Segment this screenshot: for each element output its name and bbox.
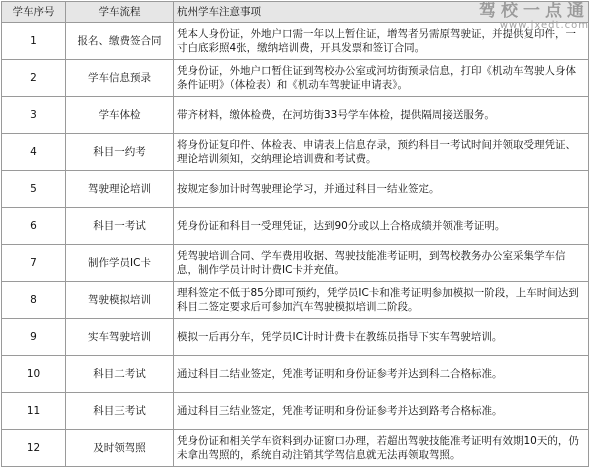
driving-process-table [1, 1, 589, 467]
step-note: 凭驾驶培训合同、学车费用收据、驾驶技能准考证明，到驾校教务办公室采集学车信息，制作学员计时计费IC卡并充值。 [174, 245, 589, 282]
step-note: 凭身份证和科目一受理凭证，达到90分或以上合格成绩并领准考证明。 [174, 208, 589, 245]
step-number: 10 [2, 356, 66, 393]
step-name: 及时领驾照 [66, 430, 174, 467]
step-name: 科目二考试 [66, 356, 174, 393]
table-row [2, 393, 589, 430]
step-note: 凭身份证，外地户口暂住证到驾校办公室或河坊街预录信息，打印《机动车驾驶人身体条件证明》（体检表）和《机动车驾驶证申请表》。 [174, 60, 589, 97]
step-number: 11 [2, 393, 66, 430]
step-number: 2 [2, 60, 66, 97]
step-name: 实车驾驶培训 [66, 319, 174, 356]
table-row [2, 60, 589, 97]
table-row [2, 23, 589, 60]
step-number: 4 [2, 134, 66, 171]
step-number: 8 [2, 282, 66, 319]
step-note: 带齐材料，缴体检费，在河坊街33号学车体检，提供隔周接送服务。 [174, 97, 589, 134]
header-step-number: 学车序号 [2, 2, 66, 23]
step-number: 7 [2, 245, 66, 282]
table-row [2, 208, 589, 245]
step-note: 通过科目三结业签定，凭准考证明和身份证参考并达到路考合格标准。 [174, 393, 589, 430]
table-row [2, 430, 589, 467]
step-note: 凭本人身份证，外地户口需一年以上暂住证，增驾者另需原驾驶证，并提供复印件，一寸白底彩照4张，缴纳培训费，开具发票和签订合同。 [174, 23, 589, 60]
table-row [2, 356, 589, 393]
step-number: 5 [2, 171, 66, 208]
step-number: 1 [2, 23, 66, 60]
step-name: 报名、缴费签合同 [66, 23, 174, 60]
table-row [2, 171, 589, 208]
step-name: 驾驶理论培训 [66, 171, 174, 208]
table-row [2, 245, 589, 282]
step-name: 学车信息预录 [66, 60, 174, 97]
step-name: 科目一考试 [66, 208, 174, 245]
table-row [2, 319, 589, 356]
step-number: 6 [2, 208, 66, 245]
table-row [2, 97, 589, 134]
step-name: 科目三考试 [66, 393, 174, 430]
step-name: 驾驶模拟培训 [66, 282, 174, 319]
header-notes: 杭州学车注意事项 [174, 2, 589, 23]
step-name: 制作学员IC卡 [66, 245, 174, 282]
table-row [2, 282, 589, 319]
step-name: 科目一约考 [66, 134, 174, 171]
header-step-name: 学车流程 [66, 2, 174, 23]
watermark-title: 驾校一点通 [479, 1, 589, 21]
step-number: 12 [2, 430, 66, 467]
step-note: 模拟一后再分车，凭学员IC计时计费卡在教练员指导下实车驾驶培训。 [174, 319, 589, 356]
step-name: 学车体检 [66, 97, 174, 134]
step-note: 凭身份证和相关学车资料到办证窗口办理，若超出驾驶技能准考证明有效期10天的，仍未拿出驾照的，系统自动注销其学驾信息就无法再领取驾照。 [174, 430, 589, 467]
watermark-url: www.jxedt.com [499, 20, 589, 31]
step-note: 将身份证复印件、体检表、申请表上信息存录，预约科目一考试时间并领取受理凭证、理论培训须知，交纳理论培训费和考试费。 [174, 134, 589, 171]
step-note: 理科签定不低于85分即可预约，凭学员IC卡和准考证明参加模拟一阶段，上车时间达到科目二签定要求后可参加汽车驾驶模拟培训二阶段。 [174, 282, 589, 319]
step-number: 9 [2, 319, 66, 356]
step-number: 3 [2, 97, 66, 134]
step-note: 按规定参加计时驾驶理论学习，并通过科目一结业签定。 [174, 171, 589, 208]
table-header-row [2, 2, 589, 23]
step-note: 通过科目二结业签定，凭准考证明和身份证参考并达到科二合格标准。 [174, 356, 589, 393]
table-row [2, 134, 589, 171]
